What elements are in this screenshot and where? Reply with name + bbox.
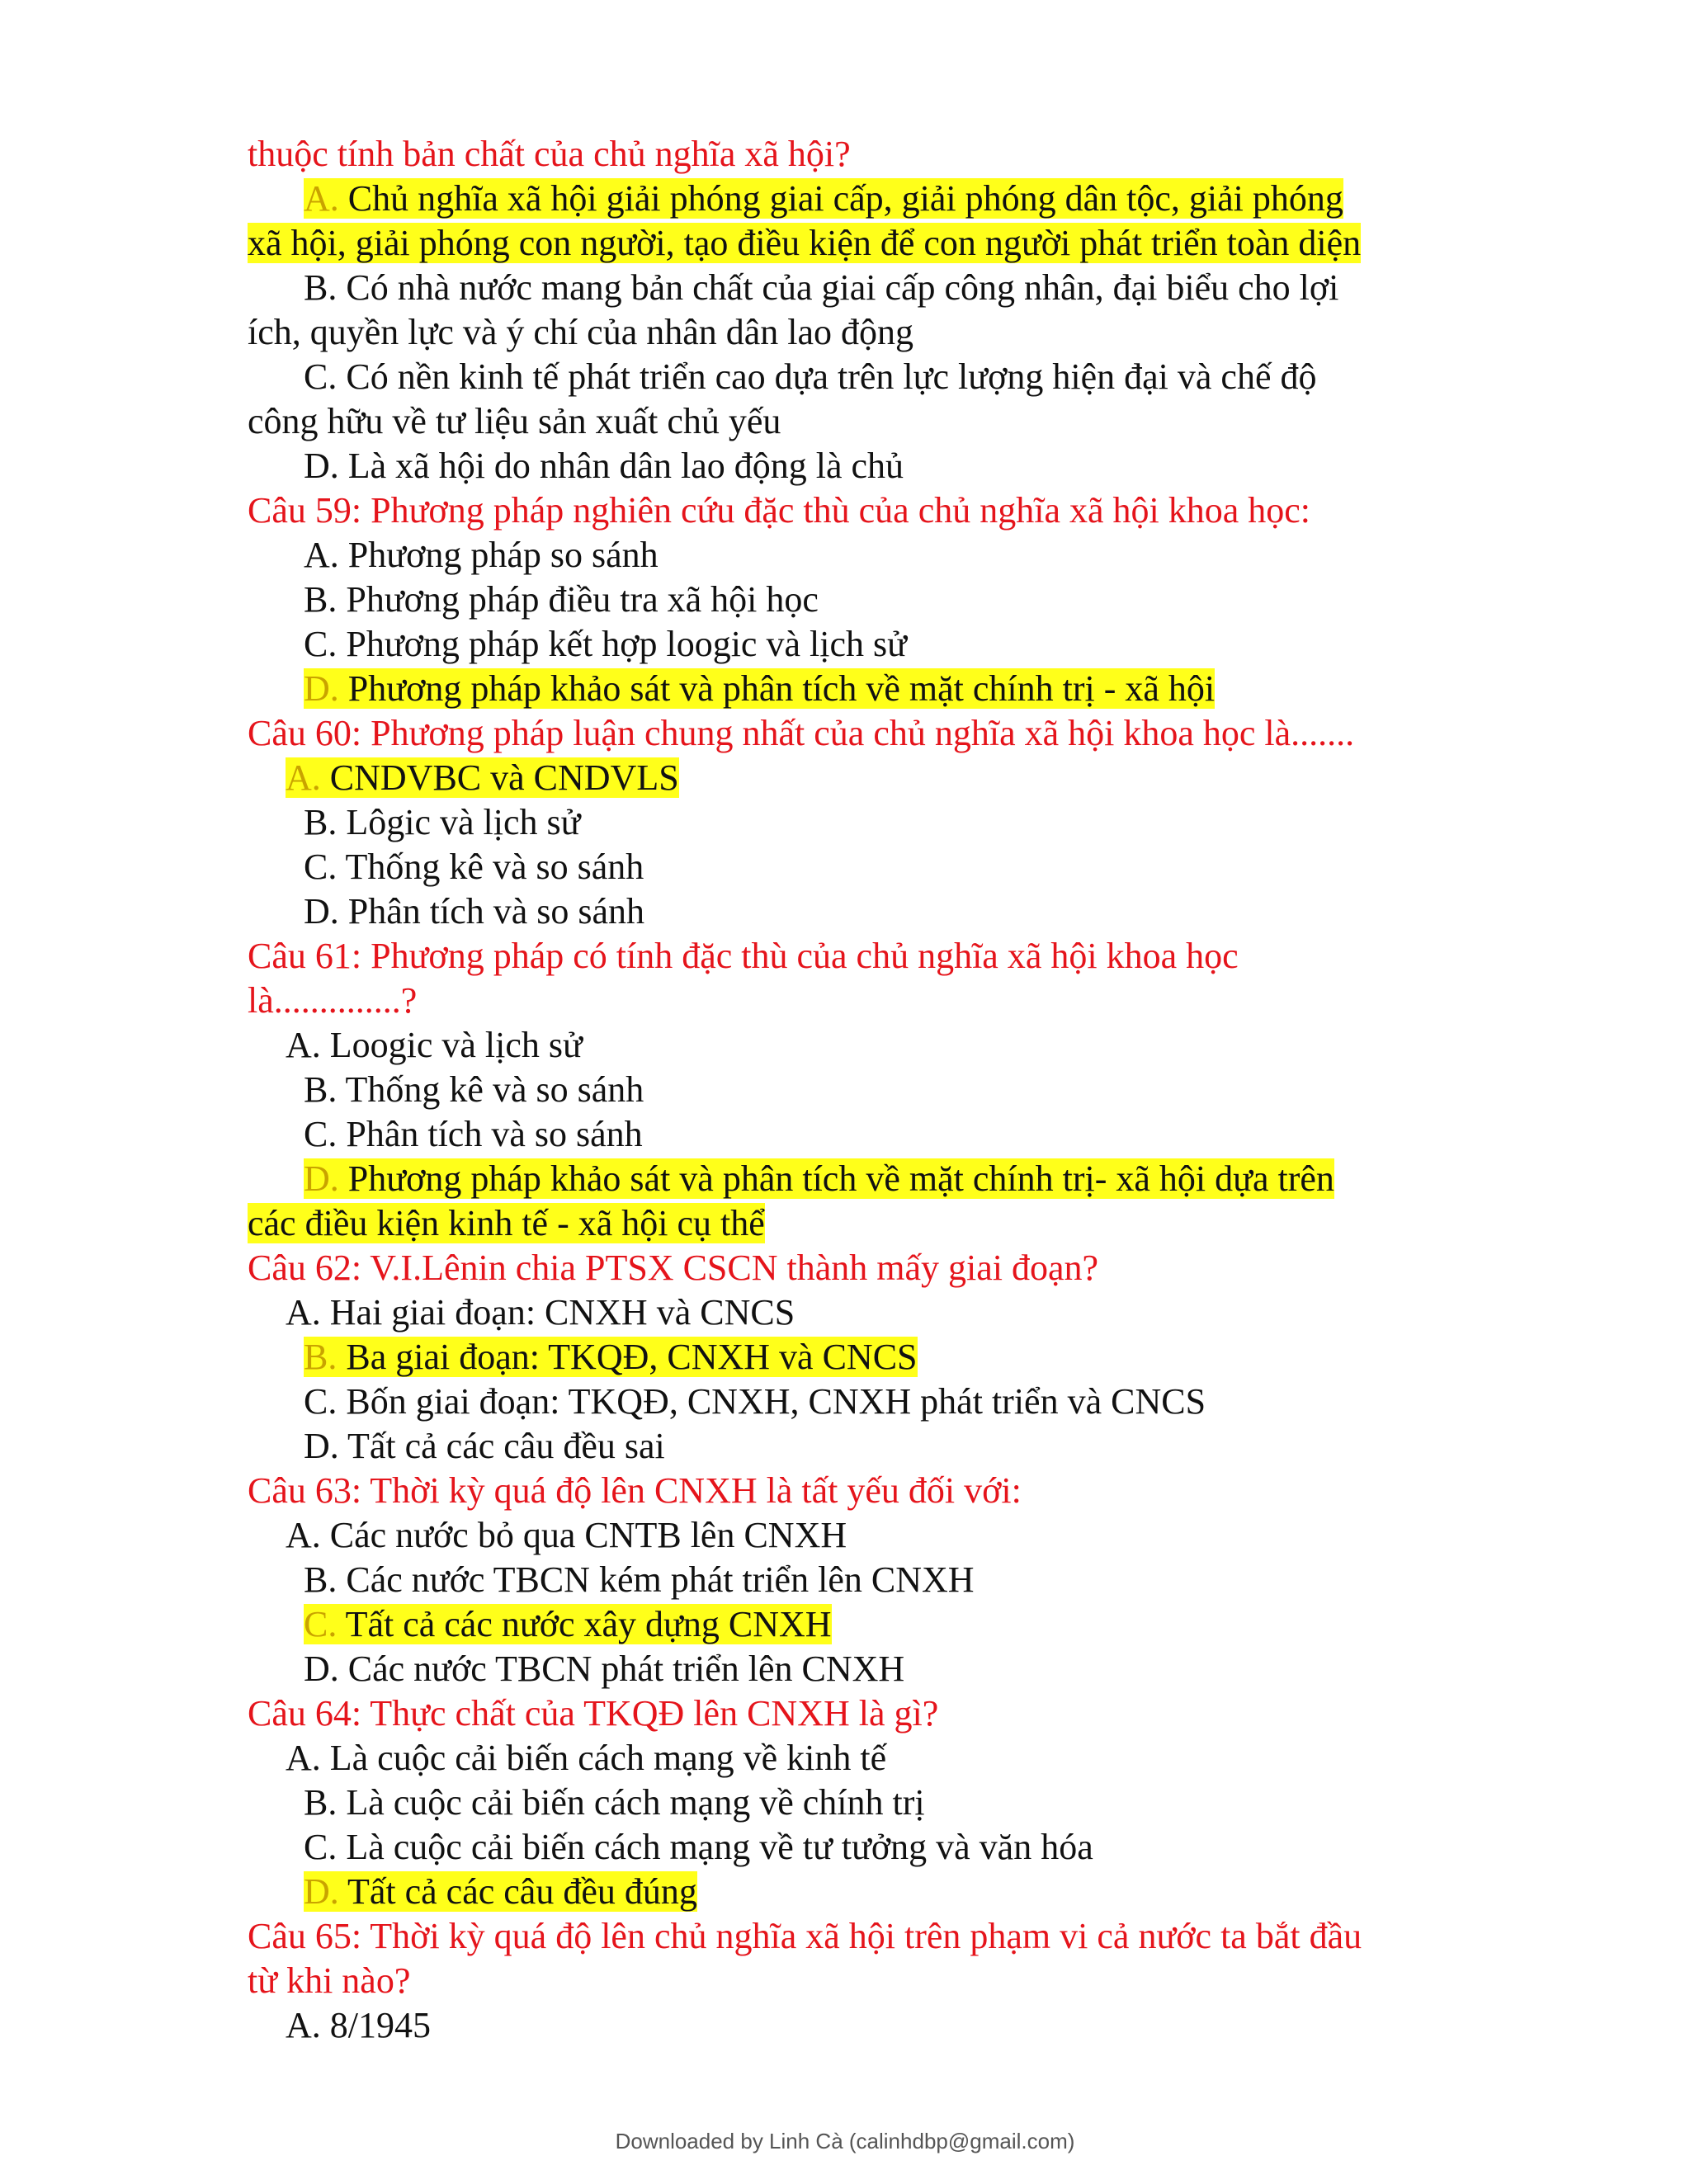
answer-c: C. Có nền kinh tế phát triển cao dựa trên lực lượng hiện đại và chế độ: [304, 356, 1317, 397]
question-65: Câu 65: Thời kỳ quá độ lên chủ nghĩa xã hội trên phạm vi cả nước ta bắt đầu: [248, 1916, 1362, 1956]
answer-c: C. Phân tích và so sánh: [304, 1114, 643, 1154]
question-61-cont: là..............?: [248, 980, 418, 1021]
question-62: Câu 62: V.I.Lênin chia PTSX CSCN thành mấy giai đoạn?: [248, 1248, 1099, 1288]
answer-d: D. Tất cả các câu đều sai: [304, 1426, 665, 1466]
answer-b: B. Ba giai đoạn: TKQĐ, CNXH và CNCS: [304, 1337, 918, 1377]
question-61: Câu 61: Phương pháp có tính đặc thù của chủ nghĩa xã hội khoa học: [248, 936, 1239, 976]
answer-d: D. Phương pháp khảo sát và phân tích về mặt chính trị - xã hội: [304, 668, 1216, 709]
question-64: Câu 64: Thực chất của TKQĐ lên CNXH là gì?: [248, 1693, 939, 1734]
answer-b: B. Là cuộc cải biến cách mạng về chính trị: [304, 1782, 925, 1823]
answer-d: D. Phương pháp khảo sát và phân tích về mặt chính trị- xã hội dựa trên: [304, 1158, 1334, 1199]
answer-a: A. Các nước bỏ qua CNTB lên CNXH: [286, 1515, 847, 1555]
answer-b: B. Thống kê và so sánh: [304, 1069, 644, 1110]
answer-b: B. Các nước TBCN kém phát triển lên CNXH: [304, 1559, 975, 1600]
answer-a: A. Chủ nghĩa xã hội giải phóng giai cấp, giải phóng dân tộc, giải phóng: [304, 178, 1343, 219]
answer-b: B. Có nhà nước mang bản chất của giai cấp công nhân, đại biểu cho lợi: [304, 267, 1339, 308]
answer-a: A. CNDVBC và CNDVLS: [286, 757, 679, 798]
answer-a: A. Phương pháp so sánh: [304, 535, 659, 575]
answer-d: D. Là xã hội do nhân dân lao động là chủ: [304, 446, 904, 486]
answer-a-cont: xã hội, giải phóng con người, tạo điều kiện để con người phát triển toàn diện: [248, 223, 1362, 263]
question-59: Câu 59: Phương pháp nghiên cứu đặc thù của chủ nghĩa xã hội khoa học:: [248, 490, 1311, 531]
answer-c: C. Là cuộc cải biến cách mạng về tư tưởng và văn hóa: [304, 1827, 1093, 1867]
answer-a: A. Là cuộc cải biến cách mạng về kinh tế: [286, 1738, 887, 1778]
answer-b: B. Lôgic và lịch sử: [304, 802, 581, 842]
answer-c: C. Thống kê và so sánh: [304, 847, 644, 887]
answer-d: D. Tất cả các câu đều đúng: [304, 1871, 697, 1912]
download-footer: Downloaded by Linh Cà (calinhdbp@gmail.com): [615, 2129, 1075, 2153]
question-text: thuộc tính bản chất của chủ nghĩa xã hội?: [248, 134, 851, 174]
question-60: Câu 60: Phương pháp luận chung nhất của chủ nghĩa xã hội khoa học là.......: [248, 713, 1355, 753]
answer-c-cont: công hữu về tư liệu sản xuất chủ yếu: [248, 401, 781, 441]
question-63: Câu 63: Thời kỳ quá độ lên CNXH là tất yếu đối với:: [248, 1470, 1022, 1511]
answer-a: A. Loogic và lịch sử: [286, 1025, 583, 1065]
answer-c: C. Bốn giai đoạn: TKQĐ, CNXH, CNXH phát triển và CNCS: [304, 1381, 1206, 1422]
answer-b-cont: ích, quyền lực và ý chí của nhân dân lao động: [248, 312, 914, 352]
answer-d: D. Phân tích và so sánh: [304, 891, 645, 932]
answer-a: A. 8/1945: [286, 2005, 431, 2045]
answer-c: C. Phương pháp kết hợp loogic và lịch sử: [304, 624, 907, 664]
answer-a: A. Hai giai đoạn: CNXH và CNCS: [286, 1292, 795, 1333]
question-65-cont: từ khi nào?: [248, 1960, 411, 2001]
answer-d-cont: các điều kiện kinh tế - xã hội cụ thể: [248, 1203, 765, 1243]
answer-b: B. Phương pháp điều tra xã hội học: [304, 579, 819, 620]
answer-c: C. Tất cả các nước xây dựng CNXH: [304, 1604, 832, 1644]
answer-d: D. Các nước TBCN phát triển lên CNXH: [304, 1649, 905, 1689]
